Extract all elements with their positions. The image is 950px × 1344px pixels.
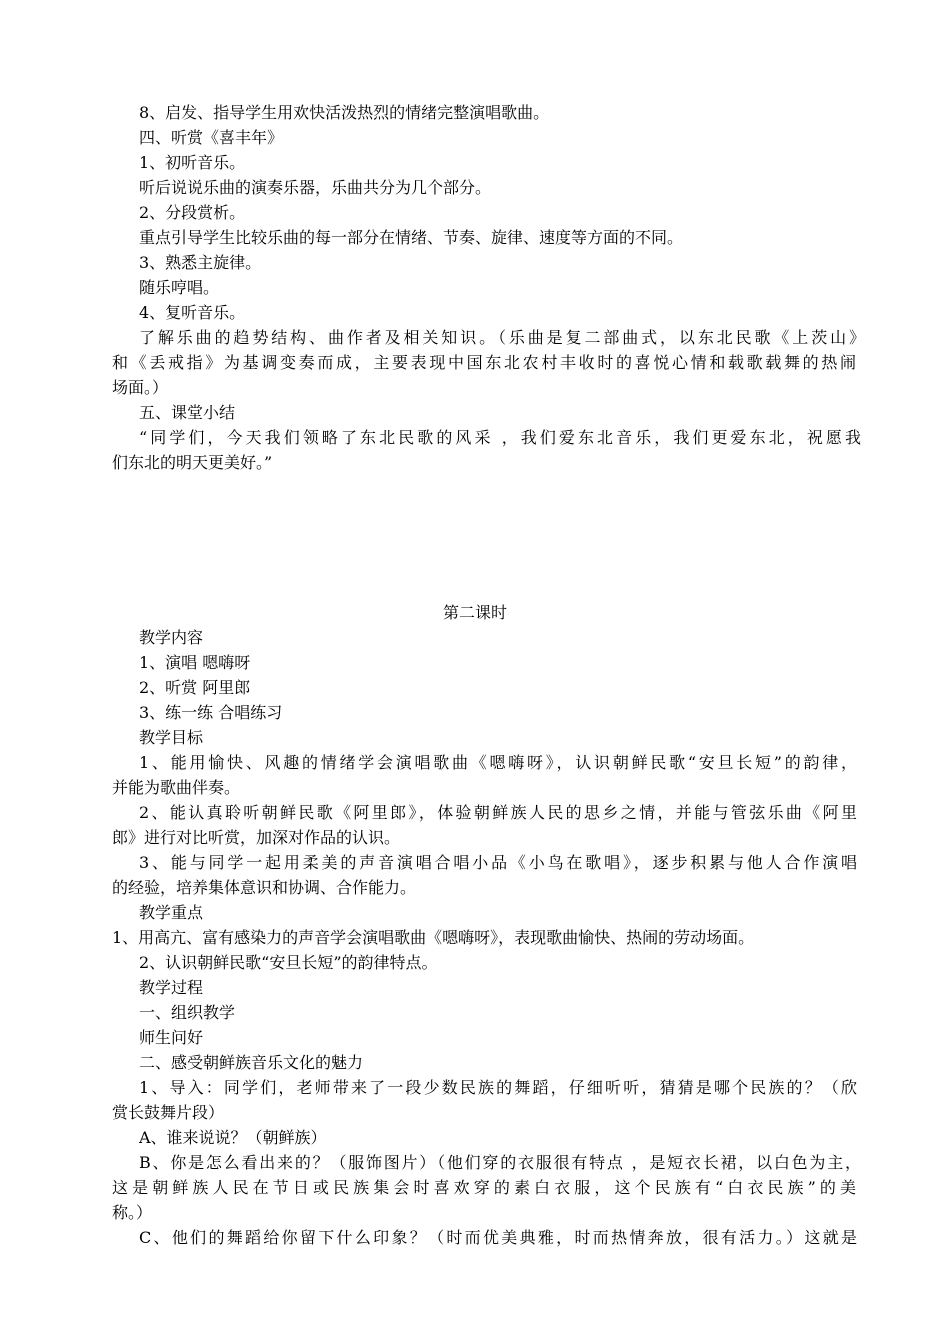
- section-heading: 教学重点: [139, 903, 204, 922]
- text-line: 听后说说乐曲的演奏乐器，乐曲共分为几个部分。: [139, 178, 492, 197]
- text-line: 1、初听音乐。: [139, 153, 246, 172]
- section-heading: 教学内容: [139, 628, 204, 647]
- text-line: 们东北的明天更美好。”: [112, 453, 273, 472]
- text-line: 赏长鼓舞片段）: [112, 1103, 225, 1122]
- text-line: 了解乐曲的趋势结构、曲作者及相关知识。（乐曲是复二部曲式，以东北民歌《上茨山》: [139, 328, 865, 347]
- text-line: 2、认识朝鲜民歌“安旦长短”的韵律特点。: [139, 953, 438, 972]
- text-line: A、谁来说说？（朝鲜族）: [139, 1128, 327, 1147]
- text-line: 2、分段赏析。: [139, 203, 246, 222]
- text-line: 1、用高亢、富有感染力的声音学会演唱歌曲《嗯嗨呀》，表现歌曲愉快、热闹的劳动场面。: [112, 928, 755, 947]
- text-line: 一、组织教学: [139, 1003, 236, 1022]
- text-line: B、你是怎么看出来的？（服饰图片）（他们穿的衣服很有特点 ，是短衣长裙，以白色为主，: [139, 1153, 861, 1172]
- text-line: 和《丢戒指》为基调变奏而成，主要表现中国东北农村丰收时的喜悦心情和载歌载舞的热闹: [112, 353, 856, 372]
- text-line: 2、听赏 阿里郎: [139, 678, 251, 697]
- section-heading: 五、课堂小结: [139, 403, 236, 422]
- text-line: 1、能用愉快、风趣的情绪学会演唱歌曲《嗯嗨呀》，认识朝鲜民歌“安旦长短”的韵律，: [139, 753, 857, 772]
- text-line: 师生问好: [139, 1028, 204, 1047]
- text-line: 3、能与同学一起用柔美的声音演唱合唱小品《小鸟在歌唱》，逐步积累与他人合作演唱: [139, 853, 857, 872]
- text-line: 3、练一练 合唱练习: [139, 703, 283, 722]
- text-line: 2、能认真聆听朝鲜民歌《阿里郎》，体验朝鲜族人民的思乡之情，并能与管弦乐曲《阿里: [139, 803, 857, 822]
- text-line: 重点引导学生比较乐曲的每一部分在情绪、节奏、旋律、速度等方面的不同。: [139, 228, 684, 247]
- text-line: 二、感受朝鲜族音乐文化的魅力: [139, 1053, 364, 1072]
- text-line: 8、启发、指导学生用欢快活泼热烈的情绪完整演唱歌曲。: [139, 103, 550, 122]
- text-line: 场面。）: [112, 378, 169, 397]
- text-line: “同学们，今天我们领略了东北民歌的风采 ，我们爱东北音乐，我们更爱东北，祝愿我: [139, 428, 861, 447]
- text-line: 并能为歌曲伴奏。: [112, 778, 241, 797]
- text-line: 1、演唱 嗯嗨呀: [139, 653, 251, 672]
- text-line: 3、熟悉主旋律。: [139, 253, 262, 272]
- lesson-title: 第二课时: [442, 603, 507, 622]
- text-line: 称。）: [112, 1203, 153, 1222]
- section-heading: 教学过程: [139, 978, 204, 997]
- text-line: 4、复听音乐。: [139, 303, 246, 322]
- section-heading: 教学目标: [139, 728, 204, 747]
- section-heading: 四、听赏《喜丰年》: [139, 128, 284, 147]
- text-line: 随乐哼唱。: [139, 278, 220, 297]
- text-line: 这是朝鲜族人民在节日或民族集会时喜欢穿的素白衣服，这个民族有“白衣民族”的美: [112, 1178, 856, 1197]
- text-line: 的经验，培养集体意识和协调、合作能力。: [112, 878, 417, 897]
- text-line: 郎》进行对比听赏，加深对作品的认识。: [112, 828, 401, 847]
- text-line: 1、导入：同学们，老师带来了一段少数民族的舞蹈，仔细听听，猜猜是哪个民族的？（欣: [139, 1078, 857, 1097]
- text-line: C、他们的舞蹈给你留下什么印象？（时而优美典雅，时而热情奔放，很有活力。）这就是: [139, 1228, 857, 1247]
